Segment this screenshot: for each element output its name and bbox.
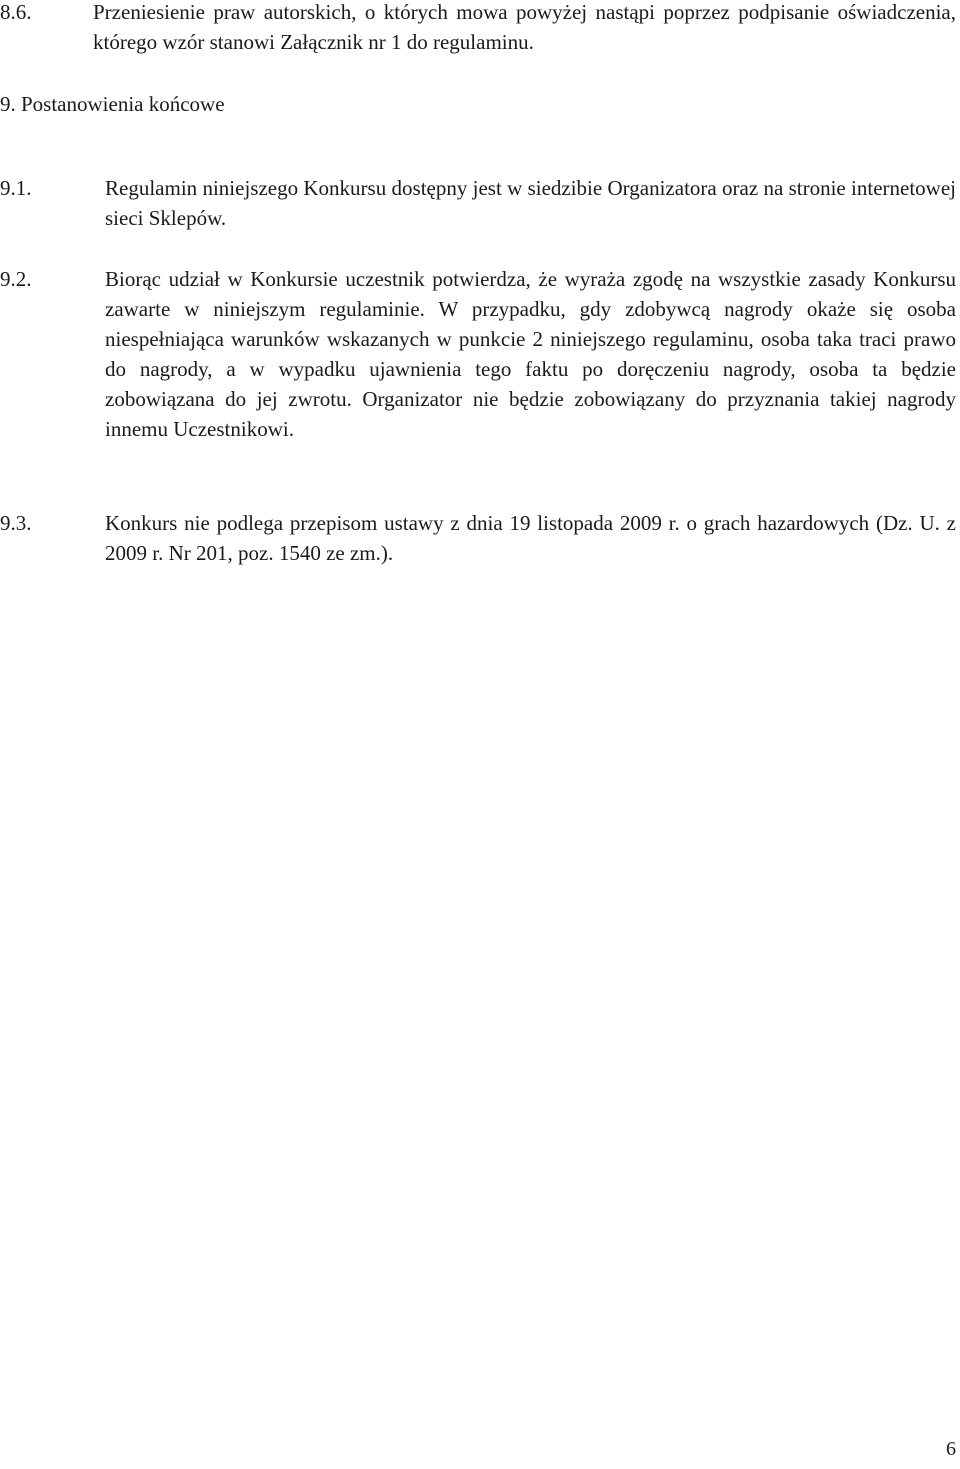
section-number: 9.3. (0, 511, 32, 535)
section-number: 8.6. (0, 0, 32, 24)
section-text: Konkurs nie podlega przepisom ustawy z dnia 19 listopada 2009 r. o grach hazardowych (Dz. U. z 2009 r. Nr 201, poz. 1540 ze zm.). (105, 511, 956, 565)
section-number: 9.2. (0, 267, 32, 291)
section-heading: 9. Postanowienia końcowe (0, 92, 225, 116)
section-text: Biorąc udział w Konkursie uczestnik potwierdza, że wyraża zgodę na wszystkie zasady Konkursu zawarte w niniejszym regulaminie. W przypadku, gdy zdobywcą nagrody okaże się osoba niespełniająca warunków wskazanych w punkcie 2 niniejszego regulaminu, osoba taka traci prawo do nagrody, a w wypadku ujawnienia tego faktu po doręczeniu nagrody, osoba ta będzie zobowiązana do jej zwrotu. Organizator nie będzie zobowiązany do przyznania takiej nagrody innemu Uczestnikowi. (105, 267, 956, 441)
section-text: Przeniesienie praw autorskich, o których mowa powyżej nastąpi poprzez podpisanie oświadczenia, którego wzór stanowi Załącznik nr 1 do regulaminu. (93, 0, 956, 54)
page-number: 6 (946, 1438, 956, 1460)
section-text: Regulamin niniejszego Konkursu dostępny jest w siedzibie Organizatora oraz na stronie internetowej sieci Sklepów. (105, 176, 956, 230)
section-9-3 (0, 508, 956, 568)
section-9-1 (0, 173, 956, 233)
section-8-6 (0, 0, 956, 57)
section-9-2 (0, 264, 956, 444)
section-number: 9.1. (0, 176, 32, 200)
